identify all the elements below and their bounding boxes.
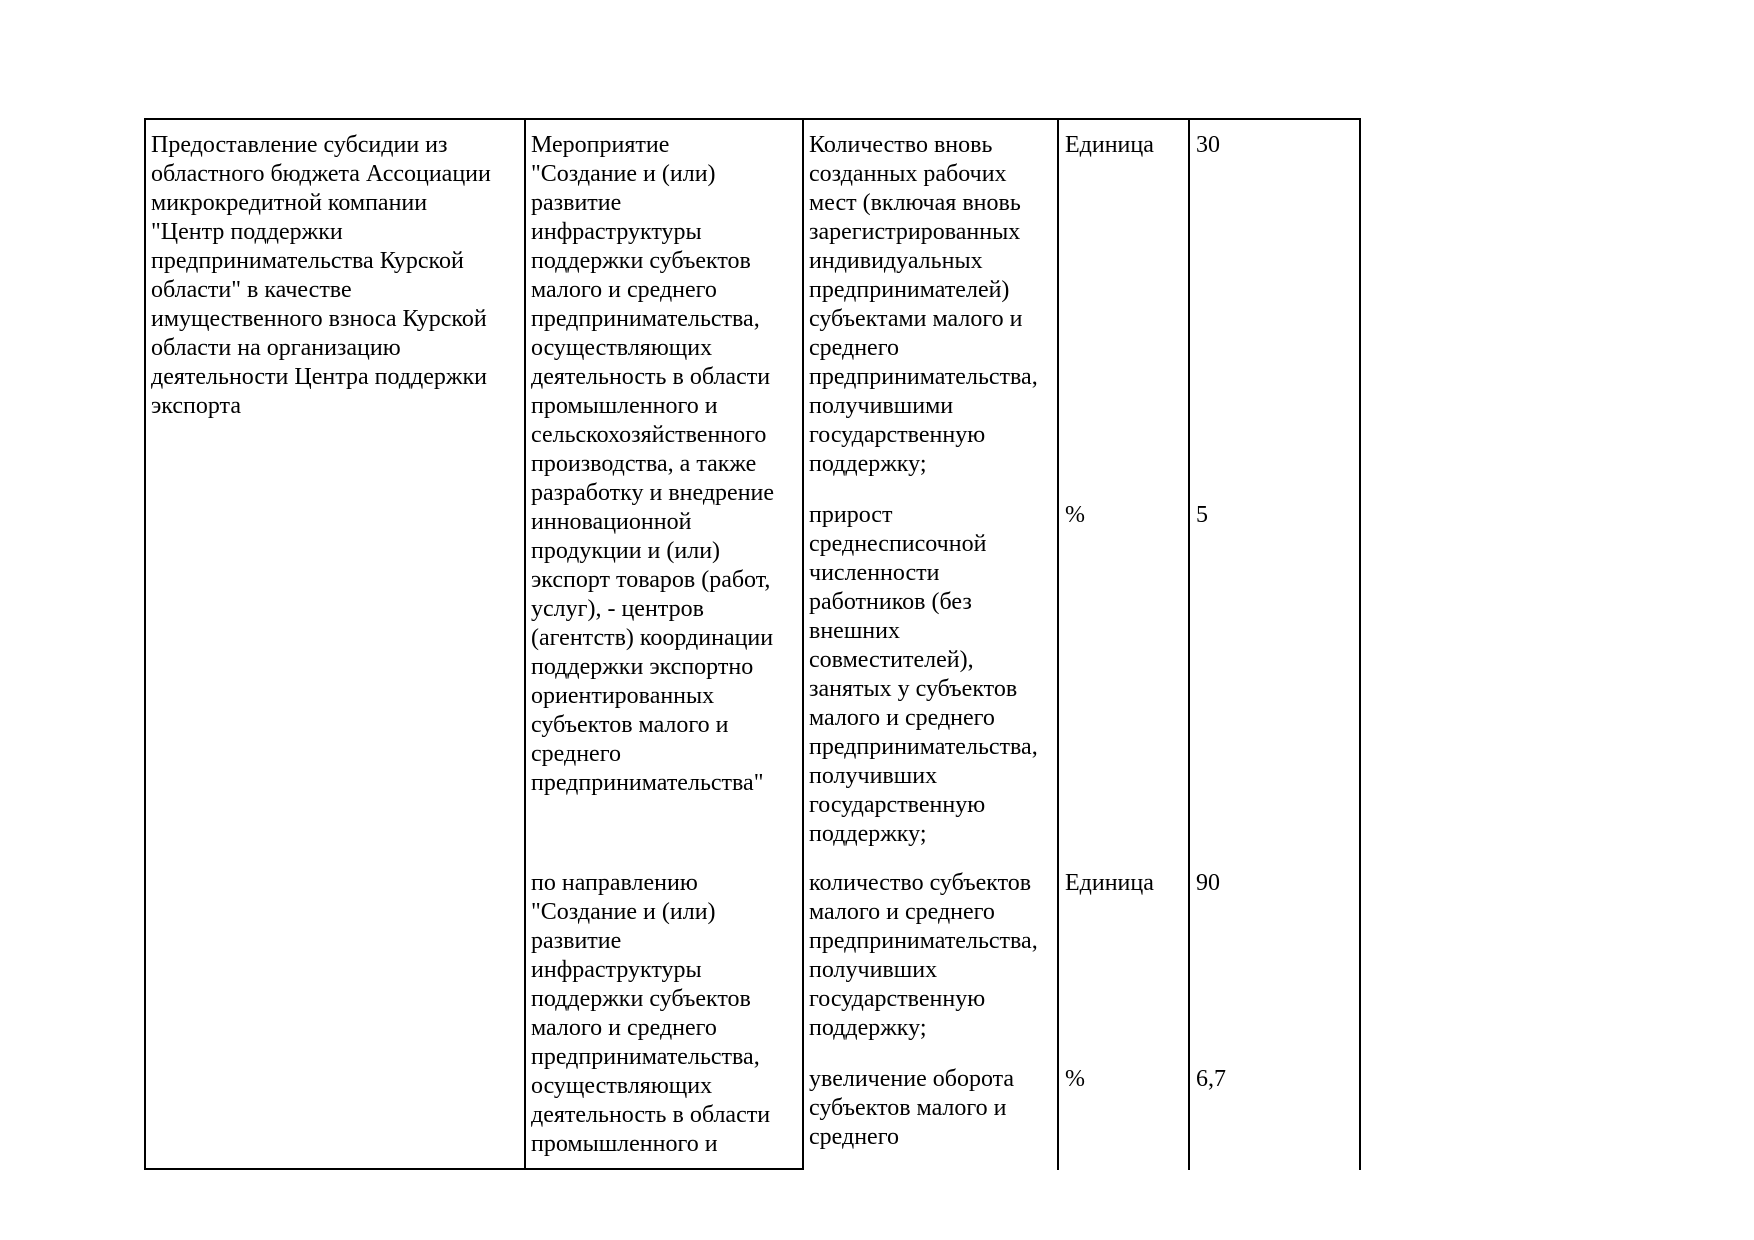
direction-description: по направлению "Создание и (или) развитие инфраструктуры поддержки субъектов малого и среднего предпринимательства, осуществляющих деятельность в области промышленного и (531, 870, 771, 1157)
indicator-unit: Единица (1065, 870, 1154, 896)
indicator-value: 6,7 (1196, 1066, 1226, 1092)
indicator-name: количество субъектов малого и среднего предпринимательства, получивших государственную поддержку; (809, 870, 1038, 1041)
table-left-border (144, 118, 146, 1170)
column-divider-3 (1057, 118, 1059, 1170)
column-divider-2 (802, 118, 804, 1170)
indicator-value: 30 (1196, 132, 1220, 158)
indicator-unit: % (1065, 502, 1085, 528)
table-top-border (144, 118, 1361, 120)
indicator-name: увеличение оборота субъектов малого и среднего (809, 1066, 1015, 1150)
indicator-unit: Единица (1065, 132, 1154, 158)
indicator-value: 90 (1196, 870, 1220, 896)
indicator-value: 5 (1196, 502, 1208, 528)
column-divider-1 (524, 118, 526, 1170)
indicator-unit: % (1065, 1066, 1085, 1092)
table-bottom-border-partial (144, 1168, 804, 1170)
indicator-name: прирост среднесписочной численности работников (без внешних совместителей), занятых у субъектов малого и среднего предпринимательства, получивших государственную поддержку; (809, 502, 1038, 847)
column-divider-4 (1188, 118, 1190, 1170)
event-description: Мероприятие "Создание и (или) развитие инфраструктуры поддержки субъектов малого и среднего предпринимательства, осуществляющих деятельность в области промышленного и сельскохозяйственного производства, а также разработку и внедрение инновационной продукции и (или) экспорт товаров (работ, услуг), - центров (агентств) координации поддержки экспортно ориентированных субъектов малого и среднего предпринимательства" (531, 132, 775, 796)
indicator-name: Количество вновь созданных рабочих мест (включая вновь зарегистрированных индивидуальных предпринимателей) субъектами малого и среднего предпринимательства, получившими государственную поддержку; (809, 132, 1038, 477)
measure-description: Предоставление субсидии из областного бюджета Ассоциации микрокредитной компании "Центр поддержки предпринимательства Курской области" в качестве имущественного взноса Курской области на организацию деятельности Центра поддержки экспорта (151, 132, 491, 419)
table-right-border (1359, 118, 1361, 1170)
